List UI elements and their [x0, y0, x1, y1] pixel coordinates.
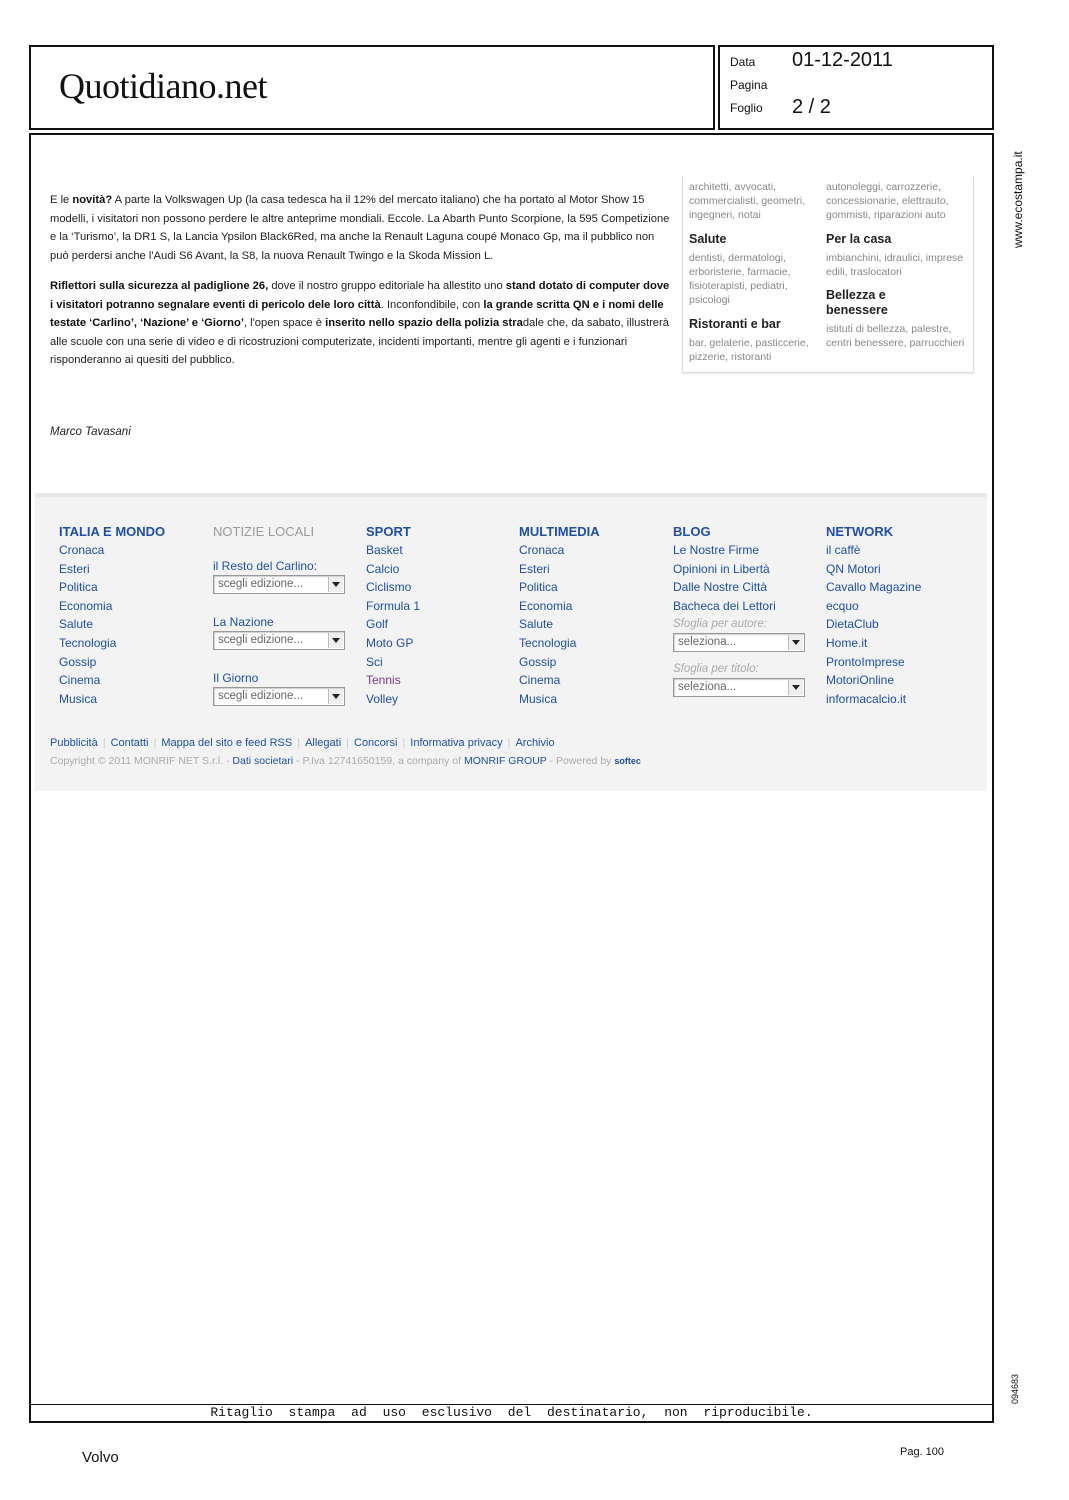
footer-link[interactable]: ProntoImprese: [826, 654, 905, 669]
footer-link[interactable]: Esteri: [59, 561, 90, 576]
site-footer: [35, 493, 987, 791]
side-code: [996, 1368, 1020, 1408]
client-name: Volvo: [82, 1449, 119, 1466]
category-col-2: [826, 180, 968, 350]
giorno-label: Il Giorno: [213, 671, 259, 685]
footer-link[interactable]: Formula 1: [366, 598, 421, 613]
ritaglio-notice: Ritaglio stampa ad uso esclusivo del destinatario, non riproducibile.: [210, 1405, 813, 1420]
pagina-label: Pagina: [730, 78, 768, 92]
nazione-edition-select[interactable]: scegli edizione...: [213, 631, 345, 650]
category-bellezza-sub[interactable]: istituti di bellezza, palestre, centri benessere, parrucchieri: [826, 323, 965, 349]
footer-link[interactable]: Musica: [59, 691, 98, 706]
footer-link[interactable]: informacalcio.it: [826, 691, 907, 706]
footer-head-sport[interactable]: SPORT: [366, 524, 411, 539]
footer-link[interactable]: Cinema: [59, 673, 101, 688]
category-professionisti[interactable]: architetti, avvocati, commercialisti, geometri, ingegneri, notai: [689, 181, 806, 221]
footer-link[interactable]: Cronaca: [519, 543, 565, 557]
footer-link[interactable]: Economia: [519, 598, 573, 613]
link-privacy[interactable]: Informativa privacy: [410, 737, 503, 749]
category-casa[interactable]: Per la casa: [826, 232, 892, 246]
link-dati-societari[interactable]: Dati societari: [232, 755, 294, 767]
chevron-down-icon: [328, 633, 343, 648]
link-allegati[interactable]: Allegati: [305, 737, 342, 749]
giorno-edition-select[interactable]: scegli edizione...: [213, 687, 345, 706]
footer-link[interactable]: Tennis: [366, 673, 401, 688]
category-casa-sub[interactable]: imbianchini, idraulici, imprese edili, traslocatori: [826, 252, 964, 278]
foglio-label: Foglio: [730, 101, 763, 115]
footer-link[interactable]: Economia: [59, 598, 113, 613]
footer-link[interactable]: DietaClub: [826, 617, 879, 632]
footer-link[interactable]: Dalle Nostre Città: [673, 580, 768, 595]
side-url: [996, 148, 1025, 253]
chevron-down-icon: [788, 680, 803, 695]
footer-col-blog: [673, 522, 823, 697]
category-auto[interactable]: autonoleggi, carrozzerie, concessionarie, elettrauto, gommisti, riparazioni auto: [826, 181, 949, 221]
footer-head-blog[interactable]: BLOG: [673, 524, 711, 539]
footer-link[interactable]: Cronaca: [59, 543, 105, 557]
footer-col-multimedia: [519, 522, 669, 708]
footer-link[interactable]: Le Nostre Firme: [673, 543, 760, 557]
article-paragraph-1: E le novità? A parte la Volkswagen Up (la casa tedesca ha il 12% del mercato italiano) che ha portato al Motor Show 15 modelli, i visitatori non possono perdere le altre anteprime mondiali. Eccole. La Abarth Punto Scorpione, la 595 Competizione e la ‘Turismo’, la DR1 S, la Lancia Ypsilon Black6Red, ma anche la Renault Laguna coupé Monaco Gp, ma il pubblico non può perdersi anche l'Audi S6 Avant, la S8, la nuova Renault Twingo e la Skoda Mission L.: [50, 194, 670, 262]
blog-titolo-select[interactable]: seleziona...: [673, 678, 805, 697]
footer-head-multimedia[interactable]: MULTIMEDIA: [519, 524, 600, 539]
category-ristoranti-sub[interactable]: bar, gelaterie, pasticcerie, pizzerie, ristoranti: [689, 337, 809, 363]
chevron-down-icon: [328, 689, 343, 704]
footer-head-network[interactable]: NETWORK: [826, 524, 894, 539]
blog-titolo-label: Sfoglia per titolo:: [673, 663, 759, 676]
footer-link[interactable]: Tecnologia: [59, 635, 117, 650]
footer-link[interactable]: Musica: [519, 691, 558, 706]
footer-col-network: [826, 522, 976, 708]
footer-col-locali: [213, 522, 363, 706]
category-box: [682, 176, 974, 373]
side-code-text: 094683: [1010, 1373, 1020, 1404]
chevron-down-icon: [788, 635, 803, 650]
softec-logo[interactable]: softec: [614, 756, 641, 766]
link-concorsi[interactable]: Concorsi: [354, 737, 398, 749]
footer-link[interactable]: Calcio: [366, 561, 400, 576]
footer-link[interactable]: Politica: [59, 580, 98, 595]
footer-link[interactable]: Ciclismo: [366, 580, 412, 595]
footer-link[interactable]: Gossip: [59, 654, 97, 669]
footer-link[interactable]: il caffè: [826, 543, 861, 557]
carlino-edition-select[interactable]: scegli edizione...: [213, 575, 345, 594]
footer-link[interactable]: Moto GP: [366, 635, 414, 650]
footer-head-italia[interactable]: ITALIA E MONDO: [59, 524, 166, 539]
link-pubblicita[interactable]: Pubblicità: [50, 737, 98, 749]
blog-autore-select[interactable]: seleziona...: [673, 633, 805, 652]
article-author: Marco Tavasani: [50, 426, 131, 438]
footer-link[interactable]: QN Motori: [826, 561, 881, 576]
footer-col-italia: [59, 522, 209, 708]
footer-link[interactable]: Opinioni in Libertà: [673, 561, 770, 576]
category-ristoranti[interactable]: Ristoranti e bar: [689, 317, 781, 331]
foglio-value: 2 / 2: [792, 96, 831, 118]
footer-col-sport: [366, 522, 516, 708]
nazione-label: La Nazione: [213, 615, 274, 629]
category-salute[interactable]: Salute: [689, 232, 727, 246]
footer-link[interactable]: Gossip: [519, 654, 557, 669]
footer-link[interactable]: Basket: [366, 543, 403, 557]
footer-link[interactable]: Tecnologia: [519, 635, 577, 650]
footer-link[interactable]: Salute: [59, 617, 94, 632]
link-archivio[interactable]: Archivio: [515, 737, 555, 749]
link-mappa[interactable]: Mappa del sito e feed RSS: [161, 737, 293, 749]
footer-link[interactable]: Home.it: [826, 635, 868, 650]
footer-head-locali: NOTIZIE LOCALI: [213, 524, 315, 539]
masthead-title: Quotidiano.net: [59, 66, 267, 106]
footer-link[interactable]: ecquo: [826, 598, 859, 613]
masthead-box: [29, 45, 715, 130]
footer-link[interactable]: Sci: [366, 654, 383, 669]
footer-bottom-links: Pubblicità | Contatti | Mappa del sito e feed RSS | Allegati | Concorsi | Informativa privacy | Archivio: [50, 737, 555, 749]
footer-link[interactable]: Politica: [519, 580, 558, 595]
side-url-text: www.ecostampa.it: [1011, 151, 1025, 248]
meta-box: [718, 45, 994, 130]
footer-link[interactable]: Bacheca dei Lettori: [673, 598, 776, 613]
footer-link[interactable]: Cavallo Magazine: [826, 580, 922, 595]
category-salute-sub[interactable]: dentisti, dermatologi, erboristerie, farmacie, fisioterapisti, pediatri, psicologi: [689, 252, 791, 306]
footer-link[interactable]: Volley: [366, 691, 399, 706]
chevron-down-icon: [328, 577, 343, 592]
article-paragraph-2: Riflettori sulla sicurezza al padiglione 26, dove il nostro gruppo editoriale ha allestito uno stand dotato di computer dove i visitatori potranno segnalare eventi di pericolo dele loro città. Inconfondibile, con la grande scritta QN e i nomi delle testate ‘Carlino’, ‘Nazione’ e ‘Giorno’, l'open space è inserito nello spazio della polizia stradale che, da sabato, illustrerà alle scuole con una serie di video e di ricostruzioni computerizate, incidenti importanti, mentre gli agenti e i funzionari risponderanno ai quesiti del pubblico.: [50, 280, 670, 366]
data-value: 01-12-2011: [792, 49, 893, 71]
blog-autore-label: Sfoglia per autore:: [673, 618, 767, 631]
link-contatti[interactable]: Contatti: [110, 737, 149, 749]
link-monrif-group[interactable]: MONRIF GROUP: [463, 755, 547, 767]
footer-link[interactable]: Golf: [366, 617, 389, 632]
copyright: Copyright © 2011 MONRIF NET S.r.l. - Dati societari - P.Iva 12741650159, a company of MONRIF GROUP - Powered by softec: [50, 755, 641, 767]
category-col-1: [689, 180, 825, 364]
category-bellezza[interactable]: Bellezza e benessere: [826, 288, 888, 317]
footer-link[interactable]: MotoriOnline: [826, 673, 895, 688]
footer-link[interactable]: Esteri: [519, 561, 550, 576]
data-label: Data: [730, 55, 756, 69]
page-number: Pag. 100: [900, 1446, 945, 1458]
article-body: [50, 191, 670, 382]
carlino-label: il Resto del Carlino:: [213, 559, 318, 573]
footer-link[interactable]: Cinema: [519, 673, 561, 688]
footer-link[interactable]: Salute: [519, 617, 554, 632]
